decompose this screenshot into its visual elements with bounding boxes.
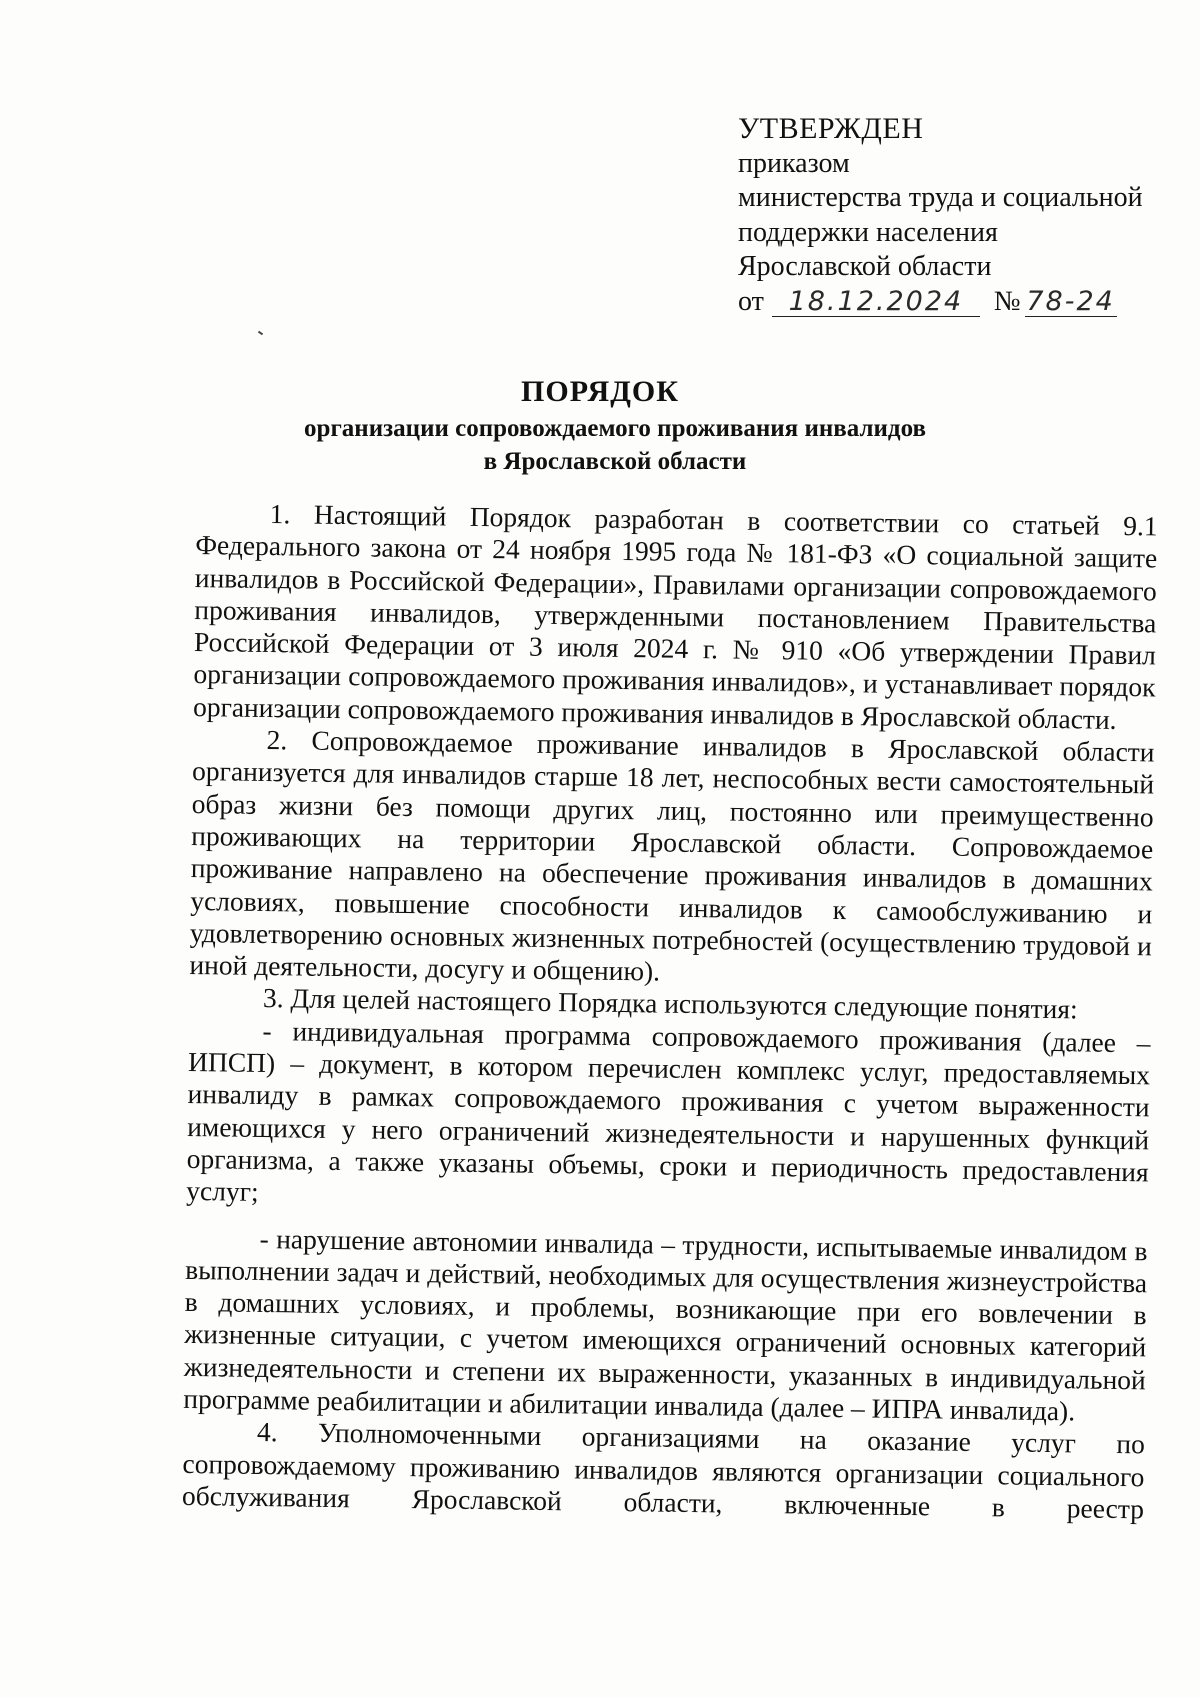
scan-mark: [258, 331, 263, 336]
document-body: [182, 497, 1158, 1526]
definition-autonomy: - нарушение автономии инвалида – трудности, испытываемые инвалидом в выполнении задач и действий, необходимых для осуществления жизнеустройства в домашних условиях, и проблемы, возникающие при его вовлечении в жизненные ситуации, с учетом имеющихся ограничений основных категорий жизнедеятельности и степени их выраженности, указанных в индивидуальной программе реабилитации и абилитации инвалида (далее – ИПРА инвалида).: [183, 1222, 1148, 1427]
document-subtitle-line2: в Ярославской области: [483, 448, 747, 475]
approval-title: УТВЕРЖДЕН: [738, 112, 924, 145]
paragraph-2: 2. Сопровождаемое проживание инвалидов в Ярославской области организуется для инвалидов старше 18 лет, неспособных вести самостоятельный образ жизни без помощи других лиц, постоянно или преимущественно проживающих на территории Ярославской области. Сопровождаемое проживание направлено на обеспечение проживания инвалидов в домашних условиях, повышение способности инвалидов к самообслуживанию и удовлетворению основных жизненных потребностей (осуществлению трудовой и иной деятельности, досугу и общению).: [189, 724, 1155, 987]
number-label: №: [993, 285, 1021, 317]
paragraph-1: 1. Настоящий Порядок разработан в соответствии со статьей 9.1 Федерального закона от 24 ноября 1995 года № 181-ФЗ «О социальной защите инвалидов в Российской Федерации», Правилами организации сопровождаемого проживания инвалидов, утвержденными постановлением Правительства Российской Федерации от 3 июля 2024 г. № 910 «Об утверждении Правил организации сопровождаемого проживания инвалидов», и устанавливает порядок организации сопровождаемого проживания инвалидов в Ярославской области.: [192, 498, 1158, 735]
paragraph-3: 3. Для целей настоящего Порядка используются следующие понятия:: [262, 982, 1078, 1025]
approval-date-field: [772, 285, 980, 317]
paragraph-4: 4. Уполномоченными организациями на оказание услуг по сопровождаемому проживанию инвалидов являются организации социального обслуживания Ярославской области, включенные в реестр: [181, 1416, 1146, 1525]
approval-date-number-row: [738, 285, 1158, 321]
document-heading: [0, 372, 1200, 478]
approval-line-ministry: министерства труда и социальной: [738, 182, 1143, 213]
document-subtitle-line1: организации сопровождаемого проживания инвалидов: [304, 415, 926, 442]
from-label: от: [738, 285, 764, 317]
approval-block: [738, 112, 1158, 321]
approval-number-handwritten: 78-24: [1026, 285, 1115, 317]
document-title: ПОРЯДОК: [521, 375, 679, 408]
approval-date-handwritten: 18.12.2024: [788, 285, 964, 317]
approval-line-support: поддержки населения: [738, 216, 998, 248]
approval-line-order: приказом: [738, 147, 850, 179]
approval-line-region: Ярославской области: [738, 251, 992, 282]
approval-number-field: [1025, 285, 1117, 317]
definition-ipsp: - индивидуальная программа сопровождаемого проживания (далее – ИПСП) – документ, в котором перечислен комплекс услуг, предоставляемых инвалиду в рамках сопровождаемого проживания с учетом выраженности имеющихся у него ограничений жизнедеятельности и нарушенных функций организма, а также указаны объемы, сроки и периодичность предоставления услуг;: [186, 1014, 1151, 1208]
